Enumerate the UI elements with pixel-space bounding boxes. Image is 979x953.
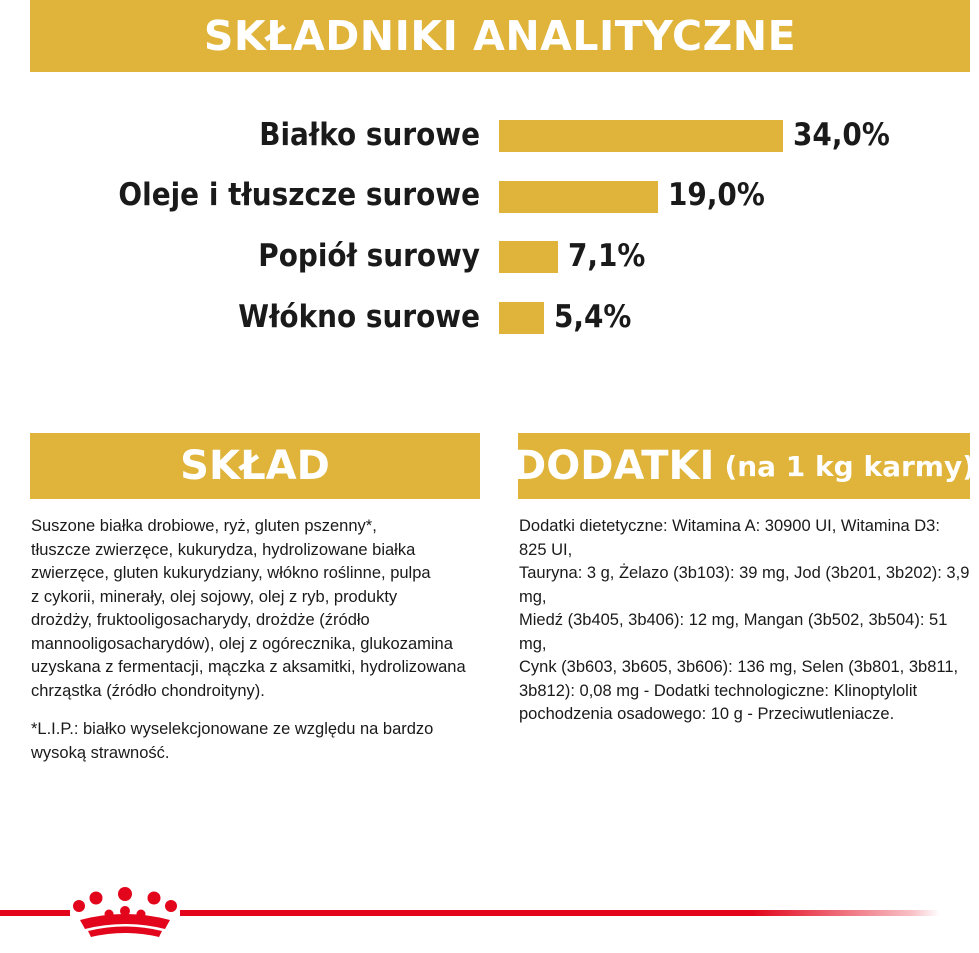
additives-line: Dodatki dietetyczne: Witamina A: 30900 UI, Witamina D3: 825 UI, [519, 517, 940, 559]
additives-line: Tauryna: 3 g, Żelazo (3b103): 39 mg, Jod (3b201, 3b202): 3,9 mg, [519, 564, 970, 606]
composition-text [31, 515, 476, 703]
composition-footnote [31, 718, 476, 765]
analytics-label-ash: Popiół surowy [258, 238, 480, 274]
analytics-label-fibre: Włókno surowe [238, 299, 480, 335]
additives-line: pochodzenia osadowego: 10 g - Przeciwutleniacze. [519, 705, 895, 723]
royal-canin-crown-icon [70, 884, 180, 944]
additives-line: 3b812): 0,08 mg - Dodatki technologiczne: Klinoptylolit [519, 681, 918, 700]
additives-text [519, 515, 971, 727]
composition-line: mannooligosacharydów), olej z ogórecznika, glukozamina [31, 634, 453, 653]
analytics-value-fat: 19,0% [668, 177, 765, 213]
analytics-value-ash: 7,1% [568, 238, 646, 274]
footnote-line: *L.I.P.: białko wyselekcjonowane ze względu na bardzo [31, 720, 434, 738]
analytics-bar-fibre [499, 302, 544, 334]
composition-line: z cykorii, minerały, olej sojowy, olej z ryb, produkty [31, 587, 398, 606]
composition-line: uzyskana z fermentacji, mączka z aksamitki, hydrolizowana [31, 658, 466, 676]
analytics-header [30, 0, 970, 72]
analytics-value-fibre: 5,4% [554, 299, 632, 335]
composition-line: zwierzęce, gluten kukurydziany, włókno roślinne, pulpa [31, 564, 431, 582]
composition-line: chrząstka (źródło chondroityny). [31, 681, 265, 700]
composition-line: drożdży, fruktooligosacharydy, drożdże (źródło [31, 611, 370, 629]
additives-header [513, 433, 976, 499]
additives-title: DODATKI [513, 443, 715, 489]
analytics-title: SKŁADNIKI ANALITYCZNE [203, 12, 797, 60]
composition-line: Suszone białka drobiowe, ryż, gluten pszenny*, [31, 517, 377, 535]
analytics-label-protein: Białko surowe [259, 117, 480, 153]
additives-title-suffix: (na 1 kg karmy) [724, 449, 976, 483]
footnote-line: wysoką strawność. [31, 743, 170, 762]
analytics-value-protein: 34,0% [793, 117, 890, 153]
composition-title: SKŁAD [180, 443, 330, 489]
additives-line: Cynk (3b603, 3b605, 3b606): 136 mg, Selen (3b801, 3b811, [519, 658, 959, 676]
composition-header [30, 433, 480, 499]
additives-line: Miedź (3b405, 3b406): 12 mg, Mangan (3b502, 3b504): 51 mg, [519, 611, 948, 653]
analytics-bar-ash [499, 241, 558, 273]
analytics-label-fat: Oleje i tłuszcze surowe [118, 177, 480, 213]
composition-line: tłuszcze zwierzęce, kukurydza, hydrolizowane białka [31, 540, 416, 559]
analytics-bar-protein [499, 120, 783, 152]
analytics-bar-fat [499, 181, 658, 213]
